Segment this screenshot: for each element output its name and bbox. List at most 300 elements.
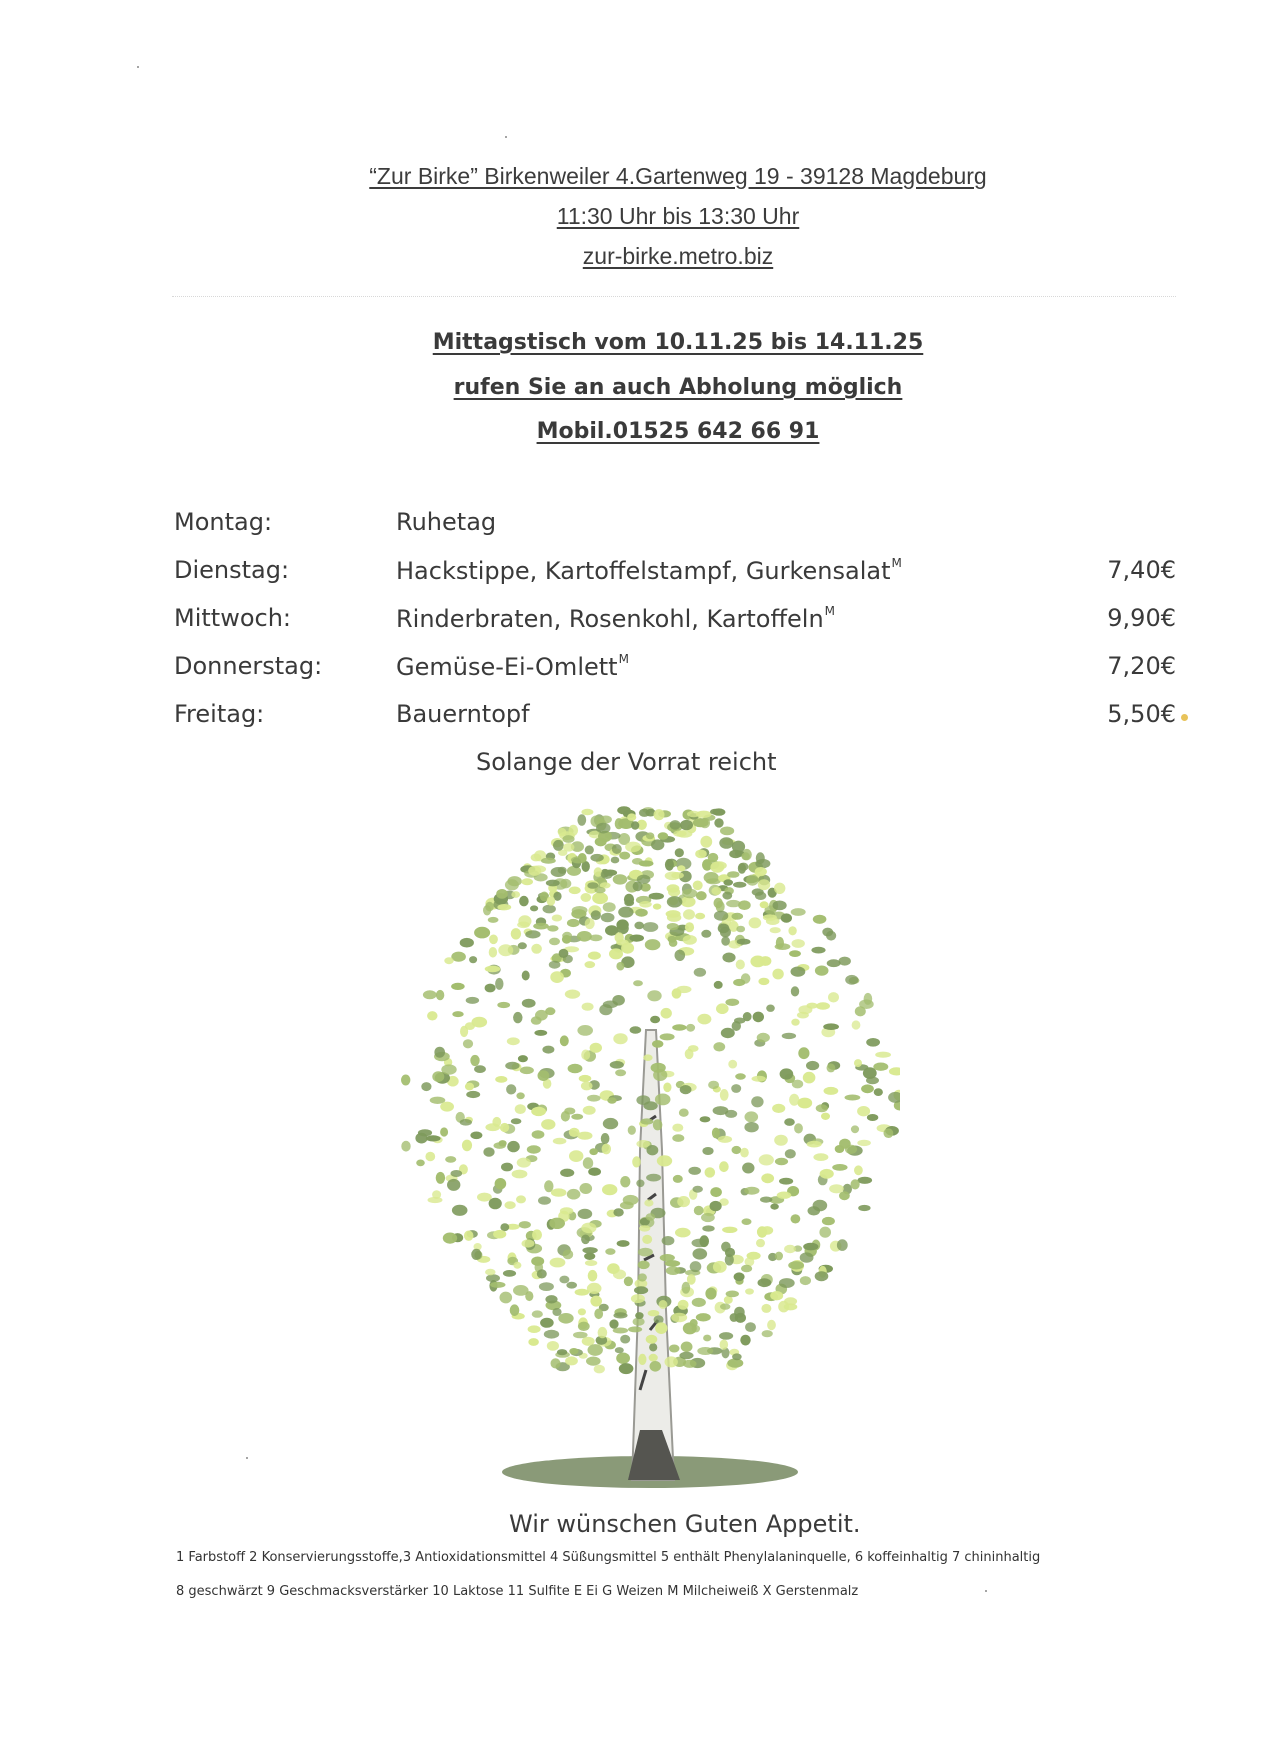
leaf: [711, 887, 721, 895]
leaf: [723, 879, 733, 885]
leaf: [495, 978, 503, 990]
leaf: [625, 842, 641, 853]
leaf: [824, 1087, 839, 1095]
leaf: [704, 872, 719, 883]
leaf: [447, 1179, 460, 1191]
leaf: [683, 1360, 697, 1368]
leaf: [569, 887, 581, 895]
leaf: [776, 937, 784, 949]
website-link[interactable]: zur-birke.metro.biz: [582, 243, 774, 269]
leaf: [747, 1252, 761, 1260]
leaf: [839, 957, 851, 966]
leaf: [451, 1170, 463, 1177]
leaf: [539, 1282, 554, 1291]
leaf: [477, 1193, 492, 1202]
leaf: [607, 1263, 620, 1274]
leaf: [463, 1039, 473, 1048]
leaf: [792, 939, 805, 948]
leaf: [616, 962, 624, 971]
dish-name: Bauerntopf: [396, 700, 530, 728]
leaf: [710, 809, 720, 815]
leaf: [762, 1330, 773, 1337]
leaf: [569, 1150, 583, 1162]
leaf: [605, 1248, 615, 1255]
leaf: [683, 935, 697, 945]
leaf: [822, 1217, 835, 1225]
leaf: [650, 1016, 660, 1024]
leaf: [594, 1365, 605, 1374]
leaf: [425, 1152, 435, 1162]
leaf: [563, 843, 574, 852]
leaf: [534, 1030, 547, 1036]
leaf: [688, 1167, 701, 1175]
leaf: [616, 1353, 630, 1364]
leaf: [695, 913, 705, 920]
leaf: [603, 1001, 618, 1009]
while-stock-note: Solange der Vorrat reicht: [476, 748, 777, 776]
leaf: [845, 975, 858, 985]
leaf: [560, 1207, 573, 1214]
leaf: [864, 993, 873, 1005]
leaf: [418, 1129, 432, 1136]
menu-dish: [396, 556, 902, 585]
leaf: [788, 926, 796, 935]
leaf: [592, 892, 608, 904]
leaf: [558, 1313, 573, 1324]
leaf: [495, 1076, 507, 1083]
allergen-mark: M: [891, 556, 902, 570]
leaf: [779, 1178, 793, 1185]
leaf: [751, 1096, 763, 1107]
leaf: [770, 1204, 778, 1210]
leaf: [696, 891, 707, 900]
leaf: [568, 1064, 583, 1074]
leaf: [584, 1253, 595, 1260]
leaf: [694, 1206, 704, 1215]
leaf: [558, 828, 567, 836]
leaf: [813, 1200, 828, 1212]
menu-day: Dienstag:: [174, 556, 290, 584]
leaf: [590, 1043, 602, 1053]
leaf: [760, 1197, 772, 1203]
leaf: [665, 859, 674, 871]
leaf: [485, 984, 496, 993]
leaf: [888, 1092, 900, 1103]
leaf: [460, 938, 474, 948]
dish-name: Hackstippe, Kartoffelstampf, Gurkensalat: [396, 557, 891, 585]
leaf: [758, 1278, 772, 1287]
leaf: [702, 1225, 714, 1231]
leaf: [444, 957, 453, 964]
leaf: [701, 1213, 715, 1222]
leaf: [613, 874, 628, 884]
leaf: [549, 961, 561, 969]
leaf: [647, 990, 661, 1001]
leaf: [581, 1050, 590, 1061]
leaf: [652, 1040, 663, 1048]
leaf: [634, 922, 644, 930]
leaf: [520, 1067, 534, 1075]
leaf: [772, 1104, 785, 1113]
leaf: [653, 1069, 667, 1081]
leaf: [858, 1177, 873, 1184]
leaf: [560, 1035, 569, 1046]
leaf: [503, 1270, 516, 1277]
leaf: [551, 867, 566, 877]
leaf: [518, 915, 531, 927]
leaf: [611, 857, 620, 864]
leaf: [733, 979, 745, 986]
leaf: [643, 922, 659, 932]
leaf: [643, 1054, 652, 1061]
leaf: [720, 1340, 729, 1350]
leaf: [714, 818, 723, 827]
leaf: [710, 1187, 722, 1197]
leaf: [726, 900, 741, 907]
leaf: [541, 1119, 555, 1130]
leaf: [829, 1184, 844, 1193]
menu-price: 5,50€: [1107, 700, 1176, 728]
leaf: [615, 818, 623, 829]
leaf: [515, 1104, 526, 1114]
leaf: [538, 1070, 550, 1081]
leaf: [675, 848, 684, 857]
leaf: [623, 1195, 639, 1205]
leaf: [441, 1064, 456, 1074]
leaf: [591, 910, 601, 920]
leaf: [666, 1266, 681, 1275]
leaf: [562, 932, 572, 940]
opening-hours: 11:30 Uhr bis 13:30 Uhr: [556, 203, 800, 229]
leaf: [851, 1179, 860, 1189]
leaf: [677, 865, 685, 871]
leaf: [721, 1242, 731, 1252]
leaf: [474, 1065, 486, 1073]
leaf: [705, 1288, 716, 1300]
leaf: [827, 1063, 836, 1072]
leaf: [464, 1231, 474, 1241]
leaf: [659, 1300, 668, 1309]
leaf: [781, 913, 792, 922]
leaf: [578, 1322, 590, 1331]
leaf: [720, 827, 734, 836]
leaf: [855, 1006, 866, 1016]
leaf: [774, 883, 785, 894]
leaf: [749, 917, 762, 928]
leaf: [705, 1167, 716, 1177]
leaf: [474, 927, 490, 939]
leaf: [619, 852, 630, 860]
leaf: [815, 966, 829, 976]
leaf: [636, 1140, 650, 1148]
leaf: [875, 1052, 891, 1058]
leaf: [668, 936, 677, 943]
leaf: [649, 893, 664, 900]
leaf: [630, 1026, 642, 1034]
leaf: [854, 1059, 862, 1067]
leaf: [485, 902, 494, 912]
leaf: [745, 1288, 754, 1294]
leaf: [692, 1298, 706, 1307]
leaf: [726, 1291, 739, 1298]
leaf: [465, 1083, 474, 1091]
leaf: [791, 986, 799, 996]
leaf: [603, 1118, 618, 1129]
leaf: [577, 1025, 593, 1036]
leaf: [784, 1297, 797, 1305]
leaf: [658, 832, 669, 840]
leaf: [697, 1347, 713, 1355]
leaf: [775, 1252, 783, 1261]
leaf: [660, 1254, 675, 1261]
leaf: [542, 1046, 554, 1054]
leaf: [559, 949, 569, 958]
leaf: [513, 1012, 522, 1023]
leaf: [681, 1342, 693, 1353]
leaf: [588, 1168, 601, 1176]
leaf: [416, 1160, 425, 1167]
leaf: [443, 1233, 457, 1244]
leaf: [873, 1063, 888, 1071]
leaf: [598, 1327, 608, 1338]
leaf: [735, 1073, 746, 1079]
leaf: [500, 1123, 509, 1132]
leaf: [617, 1240, 630, 1247]
leaf: [624, 1277, 633, 1287]
leaf: [720, 1089, 729, 1101]
leaf: [511, 891, 520, 898]
leaf: [682, 889, 697, 899]
leaf: [553, 840, 564, 851]
leaf: [577, 1132, 592, 1140]
leaf: [753, 1012, 764, 1023]
leaf: [791, 908, 806, 916]
leaf: [577, 814, 586, 826]
leaf: [618, 907, 633, 918]
leaf: [665, 1356, 678, 1367]
leaf: [586, 1357, 601, 1366]
leaf: [702, 1147, 713, 1155]
leaf: [744, 1187, 759, 1195]
leaf: [581, 893, 592, 902]
leaf: [633, 980, 643, 986]
leaf: [672, 1134, 684, 1142]
leaf: [785, 1149, 796, 1158]
leaf: [820, 1169, 834, 1179]
leaf: [492, 1117, 501, 1127]
leaf: [535, 1010, 548, 1021]
leaf: [560, 1169, 574, 1177]
leaf: [636, 1095, 650, 1105]
leaf: [569, 825, 579, 836]
leaf: [720, 1303, 730, 1309]
leaf: [657, 1155, 672, 1166]
scan-speck: [505, 136, 507, 138]
leaf: [725, 999, 739, 1006]
leaf: [565, 1356, 578, 1365]
leaf: [803, 1243, 818, 1251]
leaf: [663, 1083, 671, 1093]
leaf: [645, 939, 661, 950]
leaf: [525, 930, 540, 938]
leaf: [500, 1223, 509, 1231]
leaf: [401, 1075, 410, 1086]
leaf: [549, 1218, 565, 1229]
leaf: [687, 811, 700, 817]
menu-day: Donnerstag:: [174, 652, 323, 680]
leaf: [667, 884, 680, 892]
leaf: [675, 950, 686, 961]
leaf: [565, 990, 580, 999]
leaf: [620, 1176, 630, 1187]
leaf: [673, 1175, 683, 1183]
leaf: [511, 928, 521, 939]
leaf: [569, 1348, 578, 1354]
leaf: [647, 1145, 659, 1155]
leaf: [451, 983, 465, 990]
leaf: [495, 1178, 507, 1189]
leaf: [436, 990, 444, 1000]
leaf: [537, 1269, 547, 1278]
leaf: [573, 1332, 588, 1339]
leaf: [557, 1349, 567, 1355]
leaf: [538, 1196, 551, 1204]
leaf: [569, 1128, 580, 1137]
leaf: [823, 1023, 839, 1030]
leaf: [667, 896, 683, 907]
leaf: [822, 928, 833, 937]
leaf: [745, 1322, 756, 1332]
leaf: [772, 969, 783, 980]
leaf: [421, 1082, 431, 1091]
leaf: [679, 1352, 693, 1359]
leaf: [513, 1262, 521, 1269]
leaf: [501, 1163, 513, 1172]
leaf: [857, 1140, 871, 1146]
leaf: [615, 1069, 626, 1076]
leaf: [770, 1291, 783, 1300]
leaf: [737, 939, 751, 945]
leaf: [815, 1271, 829, 1281]
leaf: [545, 1295, 557, 1303]
leaf: [566, 1282, 577, 1289]
leaf: [761, 1304, 771, 1313]
scan-speck: [985, 1590, 987, 1592]
leaf: [426, 1135, 441, 1141]
leaf: [445, 1156, 456, 1163]
leaf: [510, 1304, 520, 1316]
leaf: [483, 1147, 494, 1157]
leaf: [655, 1094, 671, 1106]
leaf: [452, 1011, 463, 1017]
leaf: [845, 1095, 861, 1101]
leaf: [615, 932, 624, 942]
leaf: [600, 816, 612, 824]
leaf: [807, 1141, 822, 1148]
address-line: “Zur Birke” Birkenweiler 4.Gartenweg 19 - 39128 Magdeburg: [369, 163, 987, 189]
leaf: [490, 1282, 505, 1288]
leaf: [675, 1228, 691, 1238]
leaf: [821, 1113, 830, 1120]
leaf: [610, 1061, 624, 1069]
leaf: [722, 953, 735, 963]
leaf: [543, 905, 556, 914]
leaf: [727, 871, 739, 878]
leaf: [635, 909, 648, 917]
leaf: [588, 952, 601, 960]
leaf: [505, 1062, 519, 1070]
leaf: [798, 1005, 812, 1014]
leaf: [670, 820, 681, 830]
birch-tree-illustration: [400, 790, 900, 1490]
leaf: [734, 1018, 745, 1024]
leaf: [544, 1330, 559, 1339]
leaf: [432, 1190, 441, 1199]
leaf: [672, 1124, 683, 1132]
leaf: [601, 870, 613, 879]
leaf: [654, 809, 665, 820]
leaf: [672, 1024, 686, 1030]
leaf: [671, 872, 684, 879]
leaf: [587, 1095, 601, 1102]
leaf: [577, 931, 592, 942]
leaf: [671, 1313, 687, 1323]
leaf: [742, 852, 750, 860]
leaf: [528, 866, 541, 876]
leaf: [746, 875, 759, 886]
leaf: [634, 1286, 648, 1294]
leaf: [806, 1061, 819, 1070]
leaf: [662, 1236, 675, 1245]
leaf: [559, 1276, 569, 1284]
leaf: [551, 1358, 561, 1368]
leaf: [581, 1081, 593, 1090]
leaf: [678, 1300, 689, 1310]
menu-dish: [396, 652, 629, 681]
leaf: [794, 1123, 803, 1133]
leaf: [432, 1071, 444, 1082]
leaf: [489, 935, 498, 945]
leaf: [601, 1133, 610, 1144]
leaf: [553, 1138, 567, 1145]
leaf: [628, 1326, 642, 1332]
leaf: [722, 892, 732, 900]
leaf: [734, 1307, 745, 1318]
leaf: [585, 961, 596, 968]
leaf: [631, 1294, 645, 1303]
leaf: [685, 922, 694, 932]
leaf: [531, 1257, 544, 1266]
leaf: [581, 1235, 590, 1245]
leaf: [620, 1335, 630, 1344]
menu-price: 7,40€: [1107, 556, 1176, 584]
leaf: [496, 889, 508, 899]
leaf: [742, 1218, 752, 1225]
leaf: [567, 1189, 581, 1200]
leaf: [673, 830, 686, 836]
leaf: [466, 1091, 480, 1098]
leaf: [738, 900, 751, 910]
leaf: [639, 809, 650, 817]
leaf: [489, 1198, 502, 1210]
leaf: [741, 1265, 752, 1273]
leaf: [732, 913, 744, 920]
yellow-dot: [1181, 714, 1188, 721]
leaf: [638, 1261, 650, 1270]
leaf: [718, 924, 730, 934]
offer-title: Mittagstisch vom 10.11.25 bis 14.11.25: [432, 330, 924, 355]
leaf: [813, 915, 827, 924]
